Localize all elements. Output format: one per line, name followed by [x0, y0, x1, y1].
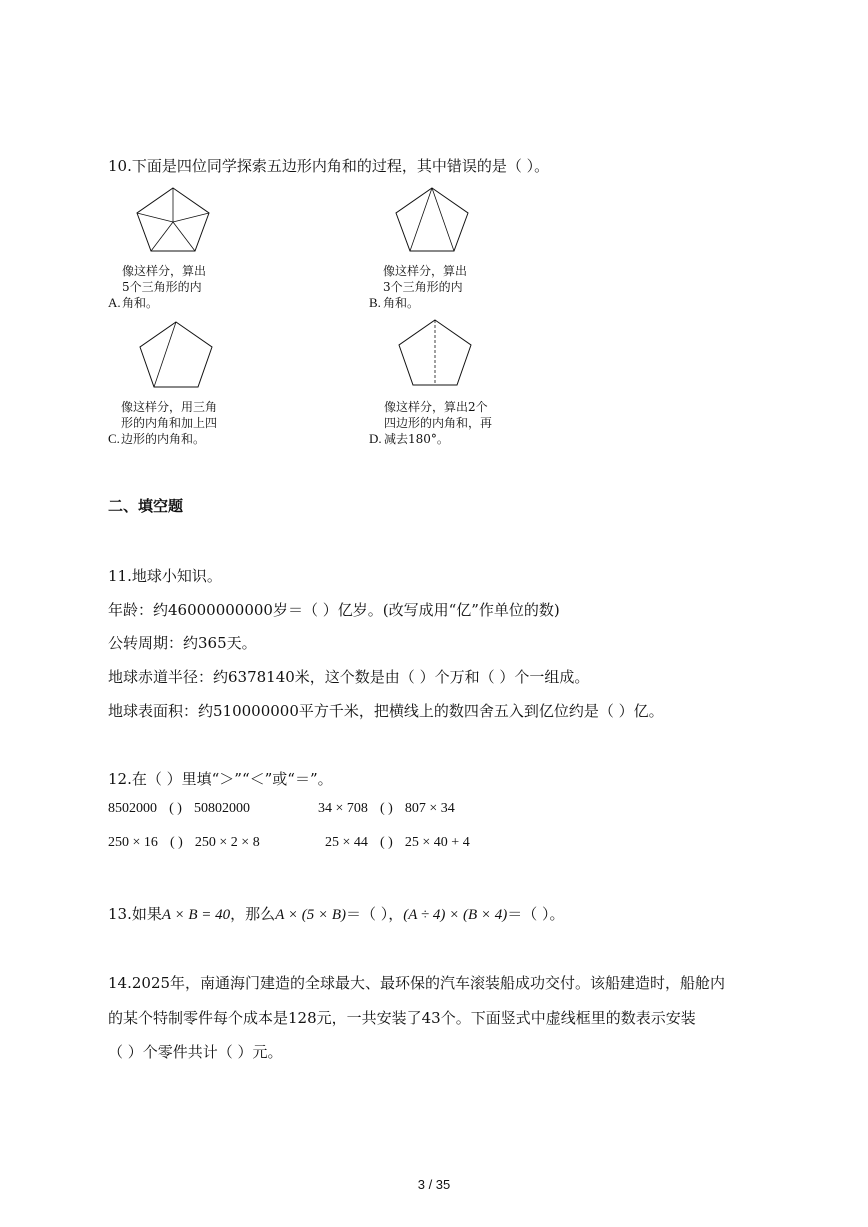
question-11-line-1: 年龄：约46000000000岁＝（ ）亿岁。(改写成用“亿”作单位的数): [108, 601, 560, 619]
option-a-caption: 像这样分，算出 5个三角形的内 角和。: [122, 264, 207, 310]
question-11-line-2: 公转周期：约365天。: [108, 634, 257, 652]
option-a-figure: [133, 186, 213, 254]
option-c-caption: 像这样分，用三角 形的内角和加上四 边形的内角和。: [121, 400, 218, 446]
expression-a-times-b: A × B = 40: [161, 907, 231, 923]
expression-1: A × (5 × B): [275, 907, 346, 923]
question-14-line-3: （ ）个零件共计（ ）元。: [108, 1043, 283, 1061]
option-c-figure: [136, 320, 216, 390]
expression-2: (A ÷ 4) × (B × 4): [403, 907, 508, 923]
option-d-caption: 像这样分，算出2个 四边形的内角和，再 减去180°。: [384, 400, 493, 446]
compare-2: 34 × 708 ( ) 807 × 34: [318, 801, 455, 816]
question-14-line-1: 14.2025年，南通海门建造的全球最大、最环保的汽车滚装船成功交付。该船建造时，船舱内: [108, 974, 726, 992]
question-12-title: 12.在（ ）里填“＞”“＜”或“＝”。: [108, 770, 333, 788]
answer-blank[interactable]: ( ): [169, 801, 182, 816]
section-heading: 二、填空题: [108, 497, 184, 515]
answer-blank[interactable]: ( ): [379, 835, 393, 850]
question-11-title: 11.地球小知识。: [108, 567, 222, 585]
compare-1: 8502000 ( ) 50802000: [108, 801, 250, 816]
compare-4: 25 × 44 ( ) 25 × 40 + 4: [325, 835, 470, 850]
option-b-caption: 像这样分，算出 3个三角形的内 角和。: [383, 264, 468, 310]
page-number: 3 / 35: [417, 1177, 451, 1192]
compare-3: 250 × 16 ( ) 250 × 2 × 8: [108, 835, 260, 850]
question-11-line-4: 地球表面积：约510000000平方千米，把横线上的数四舍五入到亿位约是（ ）亿。: [108, 702, 664, 720]
option-d-figure: [395, 318, 475, 388]
option-b-figure: [392, 186, 472, 254]
question-11-line-3: 地球赤道半径：约6378140米，这个数是由（ ）个万和（ ）个一组成。: [108, 668, 590, 686]
question-13: 13.如果A × B = 40，那么A × (5 × B)＝（ ），(A ÷ 4) × (B × 4)＝（ ）。: [108, 905, 565, 923]
option-c-letter[interactable]: C.: [108, 431, 120, 446]
option-b-letter[interactable]: B.: [369, 295, 381, 310]
question-10-stem: 10.下面是四位同学探索五边形内角和的过程，其中错误的是（ ）。: [108, 157, 550, 175]
option-d-letter[interactable]: D.: [369, 431, 382, 446]
option-a-letter[interactable]: A.: [108, 295, 121, 310]
answer-blank[interactable]: ( ): [169, 835, 183, 850]
question-14-line-2: 的某个特制零件每个成本是128元，一共安装了43个。下面竖式中虚线框里的数表示安装: [108, 1009, 696, 1027]
answer-blank[interactable]: ( ): [379, 801, 393, 816]
